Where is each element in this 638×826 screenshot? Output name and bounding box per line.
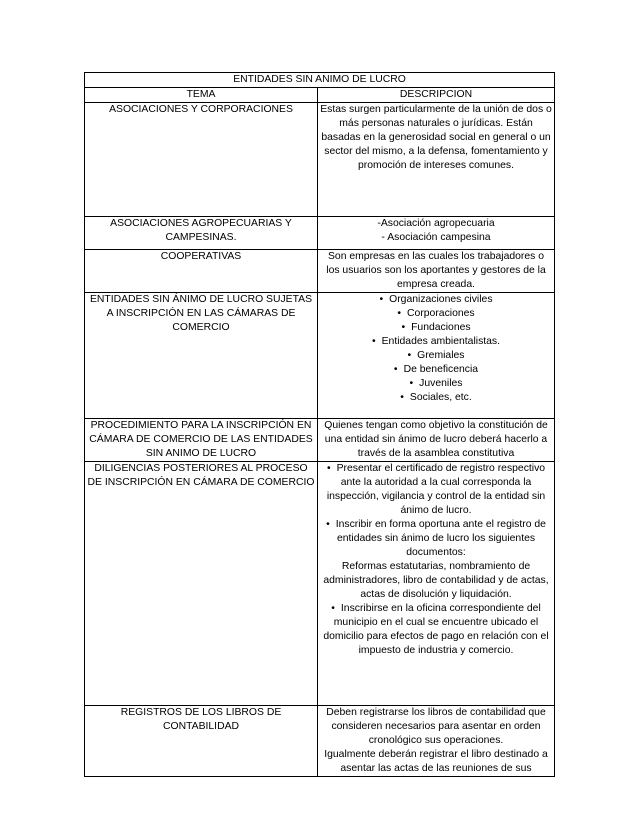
- header-row: [85, 88, 555, 103]
- list-item: • Organizaciones civiles: [379, 294, 493, 305]
- list-item: • Fundaciones: [401, 322, 471, 333]
- row-descripcion: Estas surgen particularmente de la unión de dos o más personas naturales o jurídicas. Están basadas en la generosidad social en general o un sector del mismo, a la defensa, fomentamiento y promoción de intereses comunes.: [318, 103, 555, 217]
- row-descripcion: [318, 462, 555, 706]
- bullet-icon: •: [326, 463, 331, 474]
- descripcion-line: - Asociación campesina: [381, 232, 491, 243]
- table-row: [85, 293, 555, 419]
- bullet-icon: •: [371, 336, 376, 347]
- row-descripcion: Son empresas en las cuales los trabajadores o los usuarios son los aportantes y gestores de la empresa creada.: [318, 250, 555, 293]
- row-tema: COOPERATIVAS: [85, 250, 318, 293]
- list-item: • De beneficencia: [393, 364, 479, 375]
- table-row: [85, 462, 555, 706]
- bullet-icon: •: [397, 308, 402, 319]
- descripcion-line: -Asociación agropecuaria: [377, 218, 495, 229]
- row-descripcion: [318, 217, 555, 250]
- entidades-table: [84, 72, 555, 777]
- table-row: [85, 419, 555, 462]
- row-tema: ASOCIACIONES Y CORPORACIONES: [85, 103, 318, 217]
- row-tema: DILIGENCIAS POSTERIORES AL PROCESO DE INSCRIPCIÓN EN CÁMARA DE COMERCIO: [85, 462, 318, 706]
- list-item: • Inscribir en forma oportuna ante el registro de entidades sin ánimo de lucro los siguientes documentos:: [326, 519, 546, 558]
- row-tema: REGISTROS DE LOS LIBROS DE CONTABILIDAD: [85, 706, 318, 777]
- table-row: [85, 706, 555, 777]
- row-tema: ENTIDADES SIN ÁNIMO DE LUCRO SUJETAS A INSCRIPCIÓN EN LAS CÁMARAS DE COMERCIO: [85, 293, 318, 419]
- row-tema: ASOCIACIONES AGROPECUARIAS Y CAMPESINAS.: [85, 217, 318, 250]
- table-row: [85, 250, 555, 293]
- row-descripcion: [318, 706, 555, 777]
- descripcion-paragraph: Deben registrarse los libros de contabilidad que consideren necesarios para asentar en orden cronológico sus operaciones.: [326, 707, 546, 746]
- list-item: • Presentar el certificado de registro respectivo ante la autoridad a la cual corresponda la inspección, vigilancia y control de la entidad sin ánimo de lucro.: [326, 463, 546, 516]
- row-tema: PROCEDIMIENTO PARA LA INSCRIPCIÓN EN CÁMARA DE COMERCIO DE LAS ENTIDADES SIN ANIMO DE LUCRO: [85, 419, 318, 462]
- header-tema: TEMA: [85, 88, 318, 103]
- documents-text: Reformas estatutarias, nombramiento de administradores, libro de contabilidad y de actas, actas de disolución y liquidación.: [323, 561, 549, 600]
- descripcion-paragraph: Igualmente deberán registrar el libro destinado a asentar las actas de las reuniones de sus: [324, 749, 548, 774]
- bullet-icon: •: [379, 294, 384, 305]
- bullet-icon: •: [393, 364, 398, 375]
- list-item: • Juveniles: [409, 378, 463, 389]
- bullet-icon: •: [326, 519, 330, 530]
- header-descripcion: DESCRIPCION: [318, 88, 555, 103]
- row-descripcion: [318, 293, 555, 419]
- bullet-icon: •: [400, 392, 404, 403]
- list-item: • Gremiales: [407, 350, 465, 361]
- title-row: [85, 73, 555, 88]
- row-descripcion: Quienes tengan como objetivo la constitución de una entidad sin ánimo de lucro deberá hacerlo a través de la asamblea constitutiva: [318, 419, 555, 462]
- table-row: [85, 217, 555, 250]
- list-item: • Sociales, etc.: [400, 392, 472, 403]
- list-item: • Inscribirse en la oficina correspondiente del municipio en el cual se encuentre ubicado el domicilio para efectos de pago en relación con el impuesto de industria y comercio.: [323, 603, 549, 656]
- table-row: [85, 103, 555, 217]
- bullet-icon: •: [409, 378, 414, 389]
- table-title: ENTIDADES SIN ANIMO DE LUCRO: [85, 73, 555, 88]
- bullet-icon: •: [331, 603, 335, 614]
- list-item: • Entidades ambientalistas.: [371, 336, 501, 347]
- bullet-icon: •: [401, 322, 406, 333]
- bullet-icon: •: [407, 350, 412, 361]
- list-item: • Corporaciones: [397, 308, 475, 319]
- entity-type-list: [320, 293, 552, 405]
